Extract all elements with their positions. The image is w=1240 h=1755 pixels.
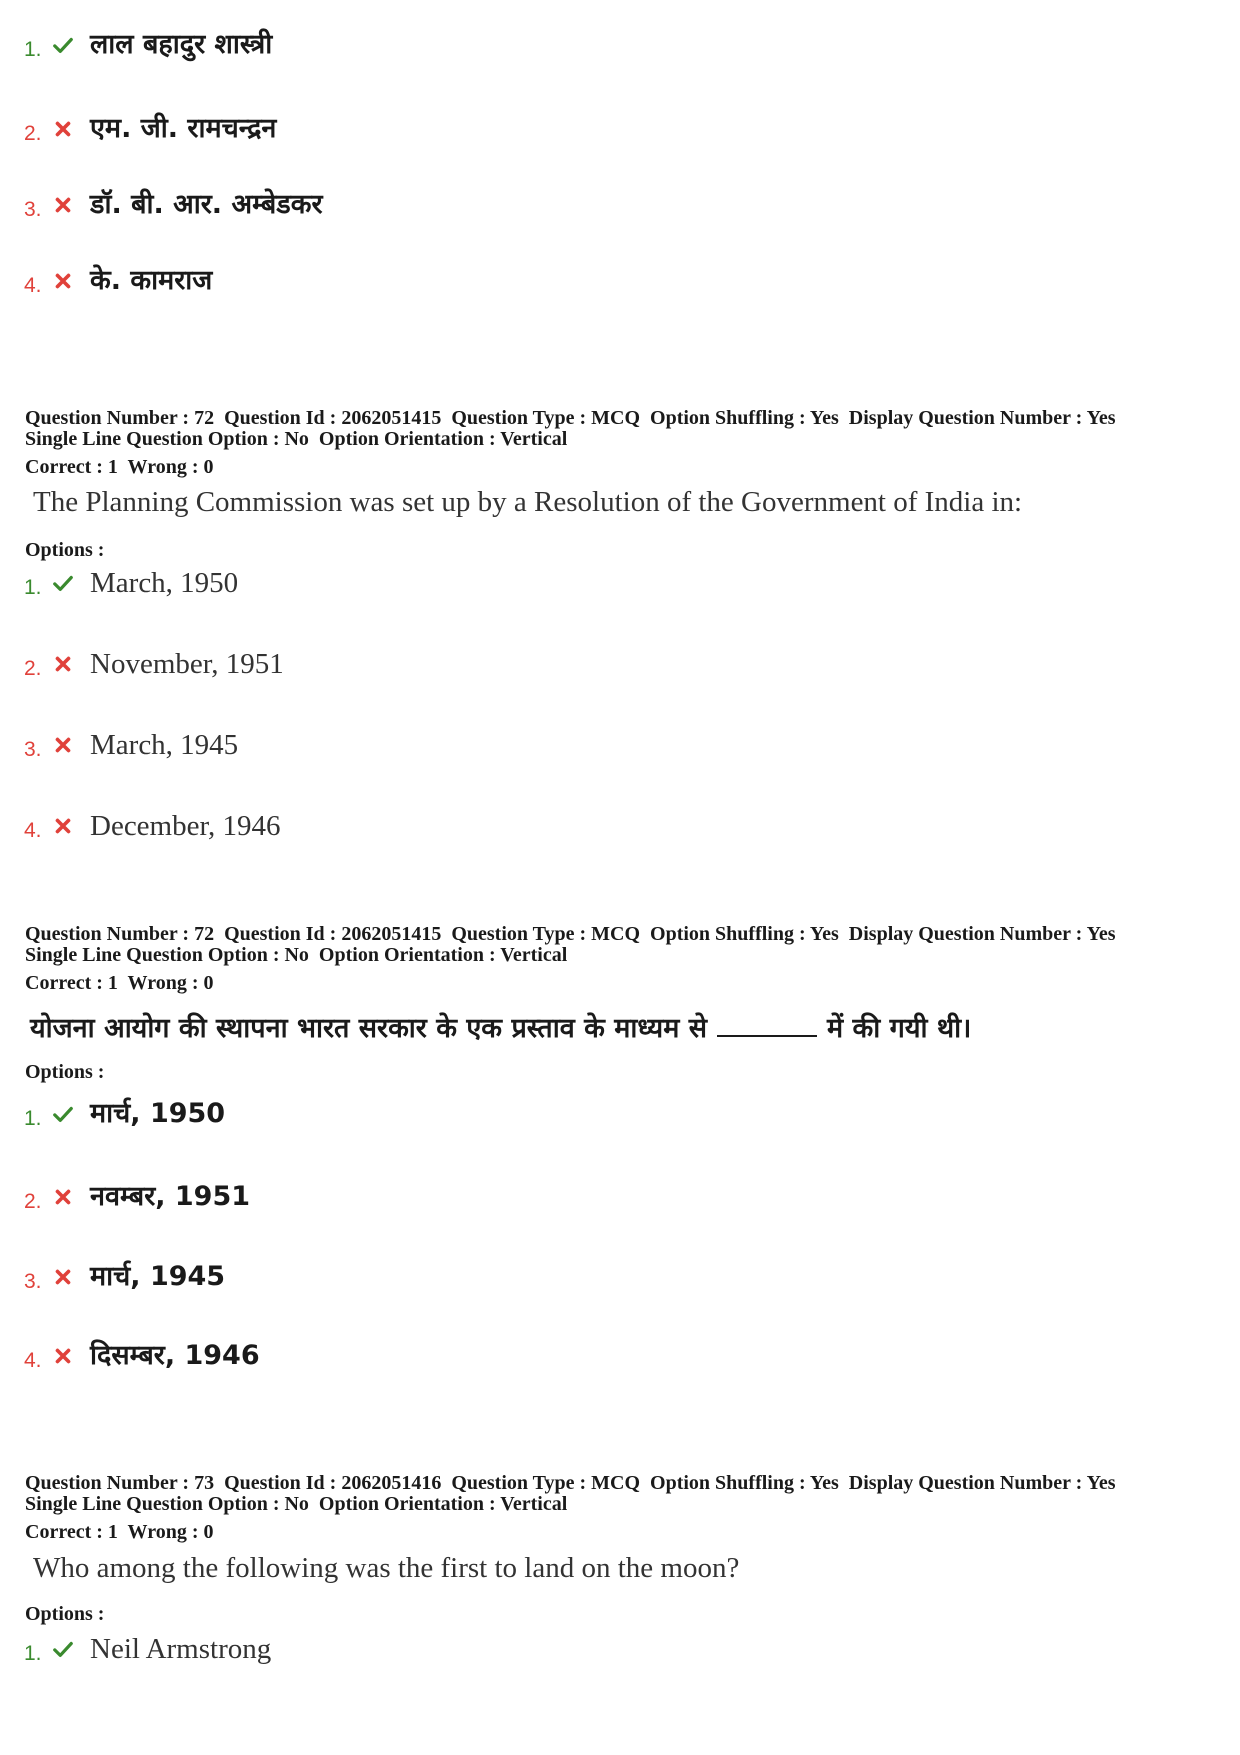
option-number: 3. bbox=[24, 1270, 42, 1293]
option-text: दिसम्बर, 1946 bbox=[90, 1340, 260, 1371]
option-item bbox=[24, 1339, 260, 1373]
question-text-before: योजना आयोग की स्थापना भारत सरकार के एक प्रस्ताव के माध्यम से bbox=[30, 1013, 707, 1044]
question-meta: Question Number : 72 Question Id : 2062051415 Question Type : MCQ Option Shuffling : Yes Display Question Number : Yes Single Line Question Option : No Option Orientation : Vertical bbox=[25, 407, 1116, 450]
option-item bbox=[24, 809, 280, 843]
question-text bbox=[30, 1008, 971, 1045]
option-number: 1. bbox=[24, 576, 42, 599]
option-number: 3. bbox=[24, 738, 42, 761]
cross-icon bbox=[50, 651, 76, 677]
question-text-after: में की गयी थी। bbox=[827, 1013, 972, 1044]
option-text: March, 1945 bbox=[90, 729, 239, 761]
option-text: एम. जी. रामचन्द्रन bbox=[90, 113, 277, 144]
option-item bbox=[24, 566, 238, 600]
cross-icon bbox=[50, 813, 76, 839]
option-text: मार्च, 1945 bbox=[90, 1261, 226, 1292]
option-item bbox=[24, 112, 276, 146]
option-number: 1. bbox=[24, 1107, 42, 1130]
cross-icon bbox=[50, 192, 76, 218]
option-item bbox=[24, 1632, 271, 1666]
option-item bbox=[24, 264, 212, 298]
option-item bbox=[24, 728, 238, 762]
option-number: 4. bbox=[24, 819, 42, 842]
question-marks: Correct : 1 Wrong : 0 bbox=[25, 456, 214, 478]
option-number: 1. bbox=[24, 38, 42, 61]
question-text: The Planning Commission was set up by a Resolution of the Government of India in: bbox=[33, 486, 1023, 518]
question-text: Who among the following was the first to land on the moon? bbox=[33, 1552, 740, 1584]
cross-icon bbox=[50, 116, 76, 142]
option-number: 3. bbox=[24, 198, 42, 221]
option-number: 1. bbox=[24, 1642, 42, 1665]
option-number: 2. bbox=[24, 657, 42, 680]
option-text: लाल बहादुर शास्त्री bbox=[90, 29, 273, 60]
question-marks: Correct : 1 Wrong : 0 bbox=[25, 972, 214, 994]
option-item bbox=[24, 1180, 250, 1214]
cross-icon bbox=[50, 732, 76, 758]
option-item bbox=[24, 647, 284, 681]
option-text: Neil Armstrong bbox=[90, 1633, 272, 1665]
check-icon bbox=[50, 32, 76, 58]
cross-icon bbox=[50, 268, 76, 294]
option-text: डॉ. बी. आर. अम्बेडकर bbox=[90, 189, 323, 220]
option-text: November, 1951 bbox=[90, 648, 284, 680]
options-label: Options : bbox=[25, 1061, 105, 1083]
option-item bbox=[24, 28, 272, 62]
option-item bbox=[24, 1260, 225, 1294]
check-icon bbox=[50, 1101, 76, 1127]
question-marks: Correct : 1 Wrong : 0 bbox=[25, 1521, 214, 1543]
option-number: 2. bbox=[24, 122, 42, 145]
check-icon bbox=[50, 570, 76, 596]
option-text: December, 1946 bbox=[90, 810, 281, 842]
question-meta: Question Number : 72 Question Id : 2062051415 Question Type : MCQ Option Shuffling : Yes Display Question Number : Yes Single Line Question Option : No Option Orientation : Vertical bbox=[25, 923, 1116, 966]
question-meta: Question Number : 73 Question Id : 2062051416 Question Type : MCQ Option Shuffling : Yes Display Question Number : Yes Single Line Question Option : No Option Orientation : Vertical bbox=[25, 1472, 1116, 1515]
option-text: नवम्बर, 1951 bbox=[90, 1181, 251, 1212]
cross-icon bbox=[50, 1343, 76, 1369]
option-text: March, 1950 bbox=[90, 567, 239, 599]
option-item bbox=[24, 188, 323, 222]
check-icon bbox=[50, 1636, 76, 1662]
answer-blank bbox=[717, 1035, 817, 1037]
option-text: मार्च, 1950 bbox=[90, 1098, 226, 1129]
options-label: Options : bbox=[25, 1603, 105, 1625]
option-number: 2. bbox=[24, 1190, 42, 1213]
option-text: के. कामराज bbox=[90, 265, 213, 296]
option-number: 4. bbox=[24, 1349, 42, 1372]
options-label: Options : bbox=[25, 539, 105, 561]
option-number: 4. bbox=[24, 274, 42, 297]
cross-icon bbox=[50, 1184, 76, 1210]
option-item bbox=[24, 1097, 225, 1131]
cross-icon bbox=[50, 1264, 76, 1290]
